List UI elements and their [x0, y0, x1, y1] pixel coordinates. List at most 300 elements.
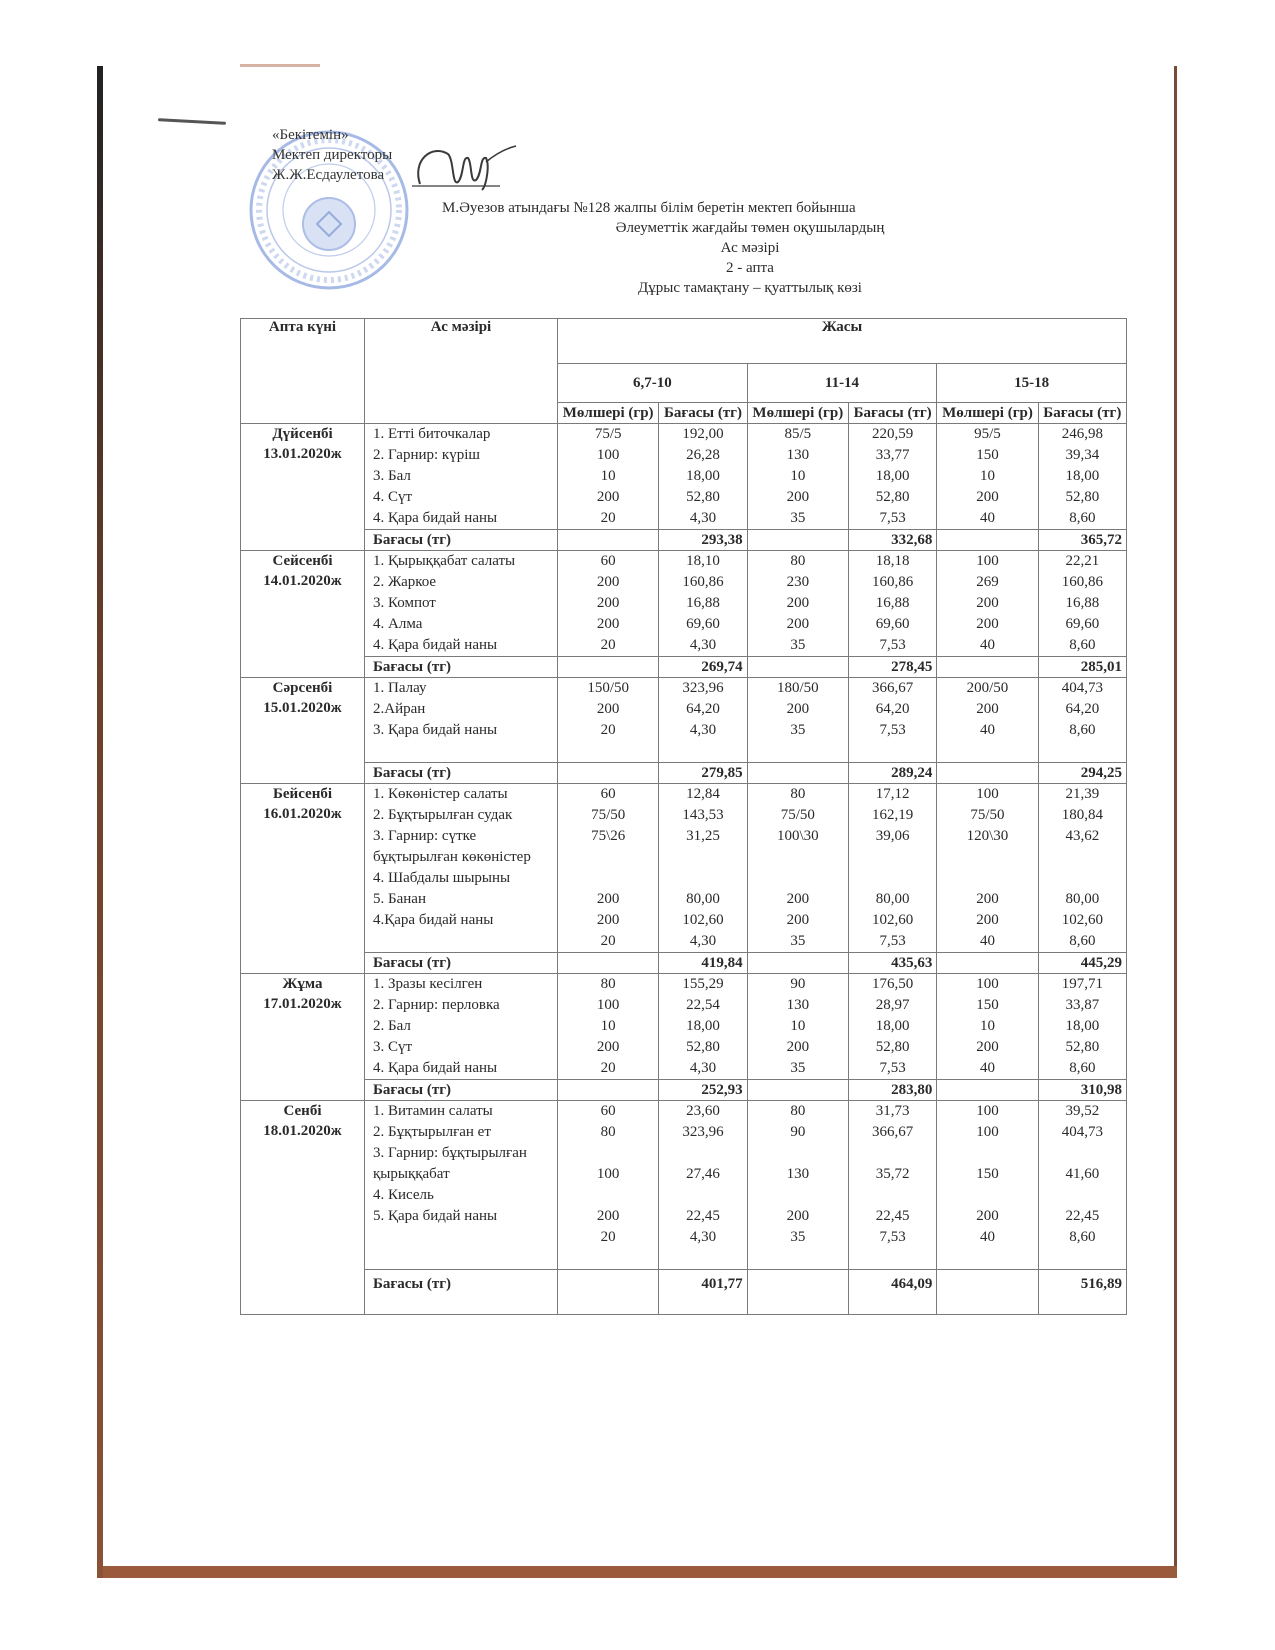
total-price: 401,77 — [659, 1270, 747, 1315]
item-quantity: 200 — [976, 701, 999, 717]
item-price: 102,60 — [1061, 912, 1103, 928]
header-age-group-1: 6,7-10 — [558, 364, 748, 403]
quantity-column-3 — [937, 551, 1038, 657]
item-quantity: 80 — [790, 1103, 806, 1119]
item-price: 102,60 — [872, 912, 914, 928]
item-quantity: 230 — [786, 574, 810, 590]
item-price: 22,45 — [686, 1208, 720, 1224]
menu-items-cell — [365, 784, 558, 953]
page-edge-right — [1174, 66, 1177, 1578]
item-price: 160,86 — [872, 574, 914, 590]
day-cell — [241, 551, 365, 678]
item-price: 404,73 — [1061, 680, 1103, 696]
price-column-1 — [659, 974, 747, 1080]
page-edge-left — [97, 66, 103, 1578]
item-price: 7,53 — [879, 510, 906, 526]
menu-item: 1. Палау — [373, 680, 427, 696]
item-quantity: 200 — [596, 1208, 620, 1224]
menu-item: 3. Гарнир: сүтке бұқтырылған көкөністер — [373, 828, 531, 865]
item-quantity: 10 — [790, 1018, 806, 1034]
menu-item: 4.Қара бидай наны — [373, 912, 494, 928]
item-quantity: 60 — [600, 553, 616, 569]
item-quantity: 200/50 — [966, 680, 1009, 696]
total-qty-empty — [747, 657, 848, 678]
day-name: Сенбі — [283, 1103, 322, 1119]
item-quantity: 10 — [979, 468, 995, 484]
total-label: Бағасы (тг) — [365, 953, 558, 974]
day-row — [241, 974, 1127, 1080]
item-quantity: 200 — [596, 1039, 620, 1055]
total-qty-empty — [747, 763, 848, 784]
menu-item: 2. Жаркое — [373, 574, 437, 590]
menu-item: 2. Бал — [373, 1018, 411, 1034]
item-price: 17,12 — [875, 786, 910, 802]
total-price: 283,80 — [848, 1080, 936, 1101]
item-quantity: 40 — [979, 722, 995, 738]
item-quantity: 60 — [600, 1103, 616, 1119]
price-column-3 — [1038, 784, 1126, 953]
item-price: 8,60 — [1069, 510, 1096, 526]
day-row — [241, 678, 1127, 763]
item-price: 27,46 — [686, 1166, 720, 1182]
approval-block — [272, 125, 392, 185]
item-quantity: 10 — [600, 468, 616, 484]
price-column-3 — [1038, 1101, 1126, 1270]
day-cell — [241, 1101, 365, 1315]
quantity-column-2 — [747, 551, 848, 657]
item-quantity: 20 — [600, 1229, 616, 1245]
item-quantity: 35 — [790, 1229, 806, 1245]
day-total-row — [241, 1080, 1127, 1101]
item-price: 4,30 — [689, 933, 717, 949]
item-price: 31,25 — [686, 828, 720, 844]
item-price: 220,59 — [872, 426, 914, 442]
item-quantity: 200 — [976, 912, 999, 928]
item-price: 160,86 — [1061, 574, 1103, 590]
item-price: 8,60 — [1069, 933, 1096, 949]
item-quantity: 75\26 — [591, 828, 626, 844]
title-motto: Дұрыс тамақтану – қуаттылық көзі — [638, 280, 862, 296]
quantity-column-1 — [558, 974, 659, 1080]
item-quantity: 35 — [790, 722, 806, 738]
quantity-column-2 — [747, 678, 848, 763]
title-week: 2 - апта — [726, 260, 774, 276]
pen-mark — [158, 118, 226, 125]
item-price: 18,00 — [1065, 1018, 1100, 1034]
item-price: 4,30 — [689, 1229, 717, 1245]
total-price: 278,45 — [848, 657, 936, 678]
item-price: 52,80 — [875, 1039, 910, 1055]
menu-item: 1. Зразы кесілген — [373, 976, 483, 992]
total-qty-empty — [937, 657, 1038, 678]
item-price: 52,80 — [875, 489, 910, 505]
total-label: Бағасы (тг) — [365, 1270, 558, 1315]
header-age-group-2: 11-14 — [747, 364, 937, 403]
total-price: 516,89 — [1038, 1270, 1126, 1315]
quantity-column-2 — [747, 1101, 848, 1270]
day-row — [241, 424, 1127, 530]
menu-item: 2. Гарнир: перловка — [373, 997, 500, 1013]
item-price: 404,73 — [1061, 1124, 1103, 1140]
menu-item: 4. Кисель — [373, 1187, 434, 1203]
item-price: 4,30 — [689, 510, 717, 526]
total-label: Бағасы (тг) — [365, 1080, 558, 1101]
item-quantity: 100 — [596, 997, 620, 1013]
item-quantity: 90 — [790, 1124, 806, 1140]
header-age: Жасы — [558, 319, 1127, 364]
item-quantity: 40 — [979, 510, 995, 526]
item-price: 8,60 — [1069, 1060, 1096, 1076]
item-price: 80,00 — [1065, 891, 1100, 907]
total-price: 289,24 — [848, 763, 936, 784]
day-date: 17.01.2020ж — [263, 996, 342, 1012]
day-row — [241, 1101, 1127, 1270]
document-title — [420, 198, 1080, 298]
item-price: 35,72 — [875, 1166, 910, 1182]
price-column-1 — [659, 678, 747, 763]
item-price: 192,00 — [682, 426, 724, 442]
quantity-column-1 — [558, 784, 659, 953]
item-quantity: 85/5 — [784, 426, 812, 442]
item-price: 366,67 — [872, 680, 914, 696]
item-quantity: 90 — [790, 976, 806, 992]
item-quantity: 200 — [786, 701, 810, 717]
price-column-2 — [848, 784, 936, 953]
menu-item: 3. Сүт — [373, 1039, 413, 1055]
item-quantity: 20 — [600, 933, 616, 949]
item-price: 22,45 — [875, 1208, 910, 1224]
item-price: 26,28 — [686, 447, 720, 463]
total-qty-empty — [558, 953, 659, 974]
price-column-2 — [848, 1101, 936, 1270]
day-cell — [241, 974, 365, 1101]
item-quantity: 75/5 — [594, 426, 622, 442]
item-quantity: 200 — [596, 701, 620, 717]
item-price: 52,80 — [1065, 489, 1100, 505]
total-qty-empty — [558, 1270, 659, 1315]
menu-item: 3. Компот — [373, 595, 436, 611]
menu-item: 1. Қырыққабат салаты — [373, 553, 516, 569]
price-column-1 — [659, 424, 747, 530]
total-label: Бағасы (тг) — [365, 530, 558, 551]
item-price: 7,53 — [879, 637, 906, 653]
item-quantity: 80 — [790, 786, 806, 802]
total-price: 435,63 — [848, 953, 936, 974]
item-price: 155,29 — [682, 976, 724, 992]
item-price: 8,60 — [1069, 722, 1096, 738]
price-column-2 — [848, 424, 936, 530]
header-menu: Ас мәзірі — [365, 319, 558, 424]
menu-item: 4. Шабдалы шырыны — [373, 870, 511, 886]
signature — [412, 140, 522, 200]
header-price-2: Бағасы (тг) — [848, 403, 936, 424]
day-cell — [241, 784, 365, 974]
item-quantity: 100 — [976, 786, 999, 802]
menu-item: 4. Сүт — [373, 489, 413, 505]
item-price: 162,19 — [872, 807, 914, 823]
item-price: 16,88 — [686, 595, 720, 611]
quantity-column-3 — [937, 974, 1038, 1080]
item-price: 197,71 — [1061, 976, 1103, 992]
item-price: 7,53 — [879, 722, 906, 738]
menu-item: 4. Қара бидай наны — [373, 510, 498, 526]
item-quantity: 130 — [786, 1166, 810, 1182]
day-date: 15.01.2020ж — [263, 700, 342, 716]
price-column-2 — [848, 974, 936, 1080]
item-quantity: 80 — [790, 553, 806, 569]
quantity-column-3 — [937, 678, 1038, 763]
approval-line-name: Ж.Ж.Есдаулетова — [272, 167, 385, 183]
total-qty-empty — [937, 763, 1038, 784]
total-price: 294,25 — [1038, 763, 1126, 784]
total-price: 279,85 — [659, 763, 747, 784]
item-price: 7,53 — [879, 933, 906, 949]
item-quantity: 200 — [596, 891, 620, 907]
menu-item: 1. Көкөністер салаты — [373, 786, 508, 802]
day-total-row — [241, 530, 1127, 551]
total-qty-empty — [558, 657, 659, 678]
header-price-3: Бағасы (тг) — [1038, 403, 1126, 424]
item-price: 8,60 — [1069, 1229, 1096, 1245]
item-quantity: 40 — [979, 637, 995, 653]
page-edge-top — [240, 64, 320, 67]
item-quantity: 200 — [976, 616, 999, 632]
day-total-row — [241, 657, 1127, 678]
item-quantity: 10 — [979, 1018, 995, 1034]
day-name: Сәрсенбі — [272, 680, 333, 696]
header-qty-3: Мөлшері (гр) — [937, 403, 1038, 424]
item-quantity: 100\30 — [776, 828, 819, 844]
item-quantity: 100 — [976, 553, 999, 569]
item-quantity: 200 — [976, 1208, 999, 1224]
item-quantity: 200 — [596, 489, 620, 505]
item-price: 246,98 — [1061, 426, 1103, 442]
item-price: 8,60 — [1069, 637, 1096, 653]
item-price: 18,00 — [686, 1018, 720, 1034]
total-qty-empty — [558, 530, 659, 551]
menu-items-cell — [365, 424, 558, 530]
menu-item: 2. Гарнир: күріш — [373, 447, 480, 463]
item-price: 22,54 — [686, 997, 720, 1013]
menu-item: 4. Алма — [373, 616, 423, 632]
quantity-column-1 — [558, 1101, 659, 1270]
item-price: 16,88 — [1065, 595, 1100, 611]
price-column-1 — [659, 784, 747, 953]
item-price: 39,52 — [1065, 1103, 1100, 1119]
total-price: 252,93 — [659, 1080, 747, 1101]
item-quantity: 200 — [596, 616, 620, 632]
item-quantity: 200 — [786, 1039, 810, 1055]
item-quantity: 80 — [600, 976, 616, 992]
item-quantity: 150 — [976, 1166, 999, 1182]
item-quantity: 35 — [790, 1060, 806, 1076]
item-quantity: 200 — [976, 489, 999, 505]
menu-item: 2.Айран — [373, 701, 426, 717]
item-quantity: 95/5 — [974, 426, 1001, 442]
title-menu: Ас мәзірі — [720, 240, 780, 256]
menu-table — [240, 318, 1127, 1315]
item-quantity: 60 — [600, 786, 616, 802]
item-price: 43,62 — [1065, 828, 1100, 844]
item-quantity: 200 — [786, 1208, 810, 1224]
item-quantity: 100 — [596, 447, 620, 463]
item-price: 4,30 — [689, 722, 717, 738]
day-row — [241, 551, 1127, 657]
item-price: 4,30 — [689, 637, 717, 653]
quantity-column-3 — [937, 784, 1038, 953]
price-column-3 — [1038, 551, 1126, 657]
total-label: Бағасы (тг) — [365, 763, 558, 784]
menu-body — [241, 424, 1127, 1315]
total-qty-empty — [747, 953, 848, 974]
item-price: 176,50 — [872, 976, 914, 992]
approval-line-director: Мектеп директоры — [272, 147, 393, 163]
item-price: 18,00 — [686, 468, 720, 484]
item-quantity: 200 — [596, 912, 620, 928]
price-column-3 — [1038, 424, 1126, 530]
quantity-column-1 — [558, 678, 659, 763]
item-price: 80,00 — [686, 891, 720, 907]
item-quantity: 150/50 — [587, 680, 629, 696]
total-qty-empty — [558, 1080, 659, 1101]
quantity-column-2 — [747, 784, 848, 953]
quantity-column-3 — [937, 1101, 1038, 1270]
item-price: 52,80 — [1065, 1039, 1100, 1055]
item-price: 52,80 — [686, 489, 720, 505]
item-quantity: 269 — [976, 574, 999, 590]
item-quantity: 75/50 — [591, 807, 626, 823]
item-price: 64,20 — [875, 701, 910, 717]
menu-item: 4. Қара бидай наны — [373, 1060, 498, 1076]
total-price: 365,72 — [1038, 530, 1126, 551]
item-quantity: 10 — [790, 468, 806, 484]
item-quantity: 200 — [596, 574, 620, 590]
item-quantity: 100 — [976, 1124, 999, 1140]
item-quantity: 40 — [979, 1060, 995, 1076]
title-school: М.Әуезов атындағы №128 жалпы білім беретін мектеп бойынша — [442, 200, 856, 216]
menu-item: 3. Қара бидай наны — [373, 722, 498, 738]
item-quantity: 35 — [790, 933, 806, 949]
total-qty-empty — [558, 763, 659, 784]
header-age-group-3: 15-18 — [937, 364, 1127, 403]
title-students: Әлеуметтік жағдайы төмен оқушылардың — [615, 220, 885, 236]
menu-item: 4. Қара бидай наны — [373, 637, 498, 653]
item-price: 323,96 — [682, 1124, 724, 1140]
item-quantity: 35 — [790, 510, 806, 526]
item-quantity: 20 — [600, 637, 616, 653]
quantity-column-1 — [558, 551, 659, 657]
header-qty-2: Мөлшері (гр) — [747, 403, 848, 424]
item-quantity: 200 — [786, 595, 810, 611]
total-price: 419,84 — [659, 953, 747, 974]
item-quantity: 200 — [786, 891, 810, 907]
item-price: 18,18 — [875, 553, 910, 569]
day-date: 14.01.2020ж — [263, 573, 342, 589]
quantity-column-1 — [558, 424, 659, 530]
item-price: 366,67 — [872, 1124, 914, 1140]
item-price: 160,86 — [682, 574, 724, 590]
item-price: 16,88 — [875, 595, 910, 611]
item-quantity: 130 — [786, 997, 810, 1013]
item-price: 69,60 — [1065, 616, 1100, 632]
menu-item: 5. Қара бидай наны — [373, 1208, 498, 1224]
quantity-column-2 — [747, 974, 848, 1080]
price-column-1 — [659, 1101, 747, 1270]
item-quantity: 100 — [596, 1166, 620, 1182]
total-qty-empty — [937, 530, 1038, 551]
menu-items-cell — [365, 551, 558, 657]
item-price: 33,87 — [1065, 997, 1100, 1013]
day-name: Сейсенбі — [272, 553, 333, 569]
approval-line-approved: «Бекітемін» — [272, 127, 349, 143]
item-price: 143,53 — [682, 807, 724, 823]
total-qty-empty — [937, 1080, 1038, 1101]
item-price: 64,20 — [686, 701, 720, 717]
item-price: 7,53 — [879, 1060, 906, 1076]
item-quantity: 40 — [979, 933, 995, 949]
day-row — [241, 784, 1127, 953]
item-quantity: 150 — [976, 997, 999, 1013]
item-price: 41,60 — [1065, 1166, 1100, 1182]
price-column-2 — [848, 678, 936, 763]
item-price: 64,20 — [1065, 701, 1100, 717]
day-cell — [241, 678, 365, 784]
item-quantity: 35 — [790, 637, 806, 653]
menu-item: 1. Етті биточкалар — [373, 426, 491, 442]
item-quantity: 200 — [786, 489, 810, 505]
item-quantity: 180/50 — [776, 680, 819, 696]
item-quantity: 200 — [786, 912, 810, 928]
item-price: 180,84 — [1061, 807, 1103, 823]
item-quantity: 100 — [976, 1103, 999, 1119]
total-label: Бағасы (тг) — [365, 657, 558, 678]
item-price: 80,00 — [875, 891, 910, 907]
item-price: 18,00 — [875, 468, 910, 484]
item-quantity: 10 — [600, 1018, 616, 1034]
item-quantity: 200 — [976, 595, 999, 611]
item-price: 33,77 — [875, 447, 910, 463]
menu-item: 3. Гарнир: бұқтырылған қырыққабат — [373, 1145, 527, 1182]
item-price: 31,73 — [875, 1103, 910, 1119]
item-quantity: 150 — [976, 447, 999, 463]
total-price: 332,68 — [848, 530, 936, 551]
item-price: 323,96 — [682, 680, 724, 696]
menu-item: 1. Витамин салаты — [373, 1103, 493, 1119]
day-date: 18.01.2020ж — [263, 1123, 342, 1139]
item-quantity: 200 — [786, 616, 810, 632]
item-price: 18,00 — [875, 1018, 910, 1034]
day-date: 13.01.2020ж — [263, 446, 342, 462]
item-price: 102,60 — [682, 912, 724, 928]
item-price: 4,30 — [689, 1060, 717, 1076]
price-column-1 — [659, 551, 747, 657]
item-quantity: 120\30 — [966, 828, 1009, 844]
menu-item: 2. Бұқтырылған судак — [373, 807, 513, 823]
total-price: 464,09 — [848, 1270, 936, 1315]
item-quantity: 200 — [976, 1039, 999, 1055]
item-price: 39,34 — [1065, 447, 1100, 463]
price-column-2 — [848, 551, 936, 657]
menu-item: 5. Банан — [373, 891, 426, 907]
item-price: 23,60 — [686, 1103, 720, 1119]
total-qty-empty — [747, 1080, 848, 1101]
item-price: 28,97 — [875, 997, 910, 1013]
item-price: 7,53 — [879, 1229, 906, 1245]
menu-item: 2. Бұқтырылған ет — [373, 1124, 491, 1140]
total-price: 310,98 — [1038, 1080, 1126, 1101]
day-total-row — [241, 1270, 1127, 1315]
item-quantity: 200 — [596, 595, 620, 611]
